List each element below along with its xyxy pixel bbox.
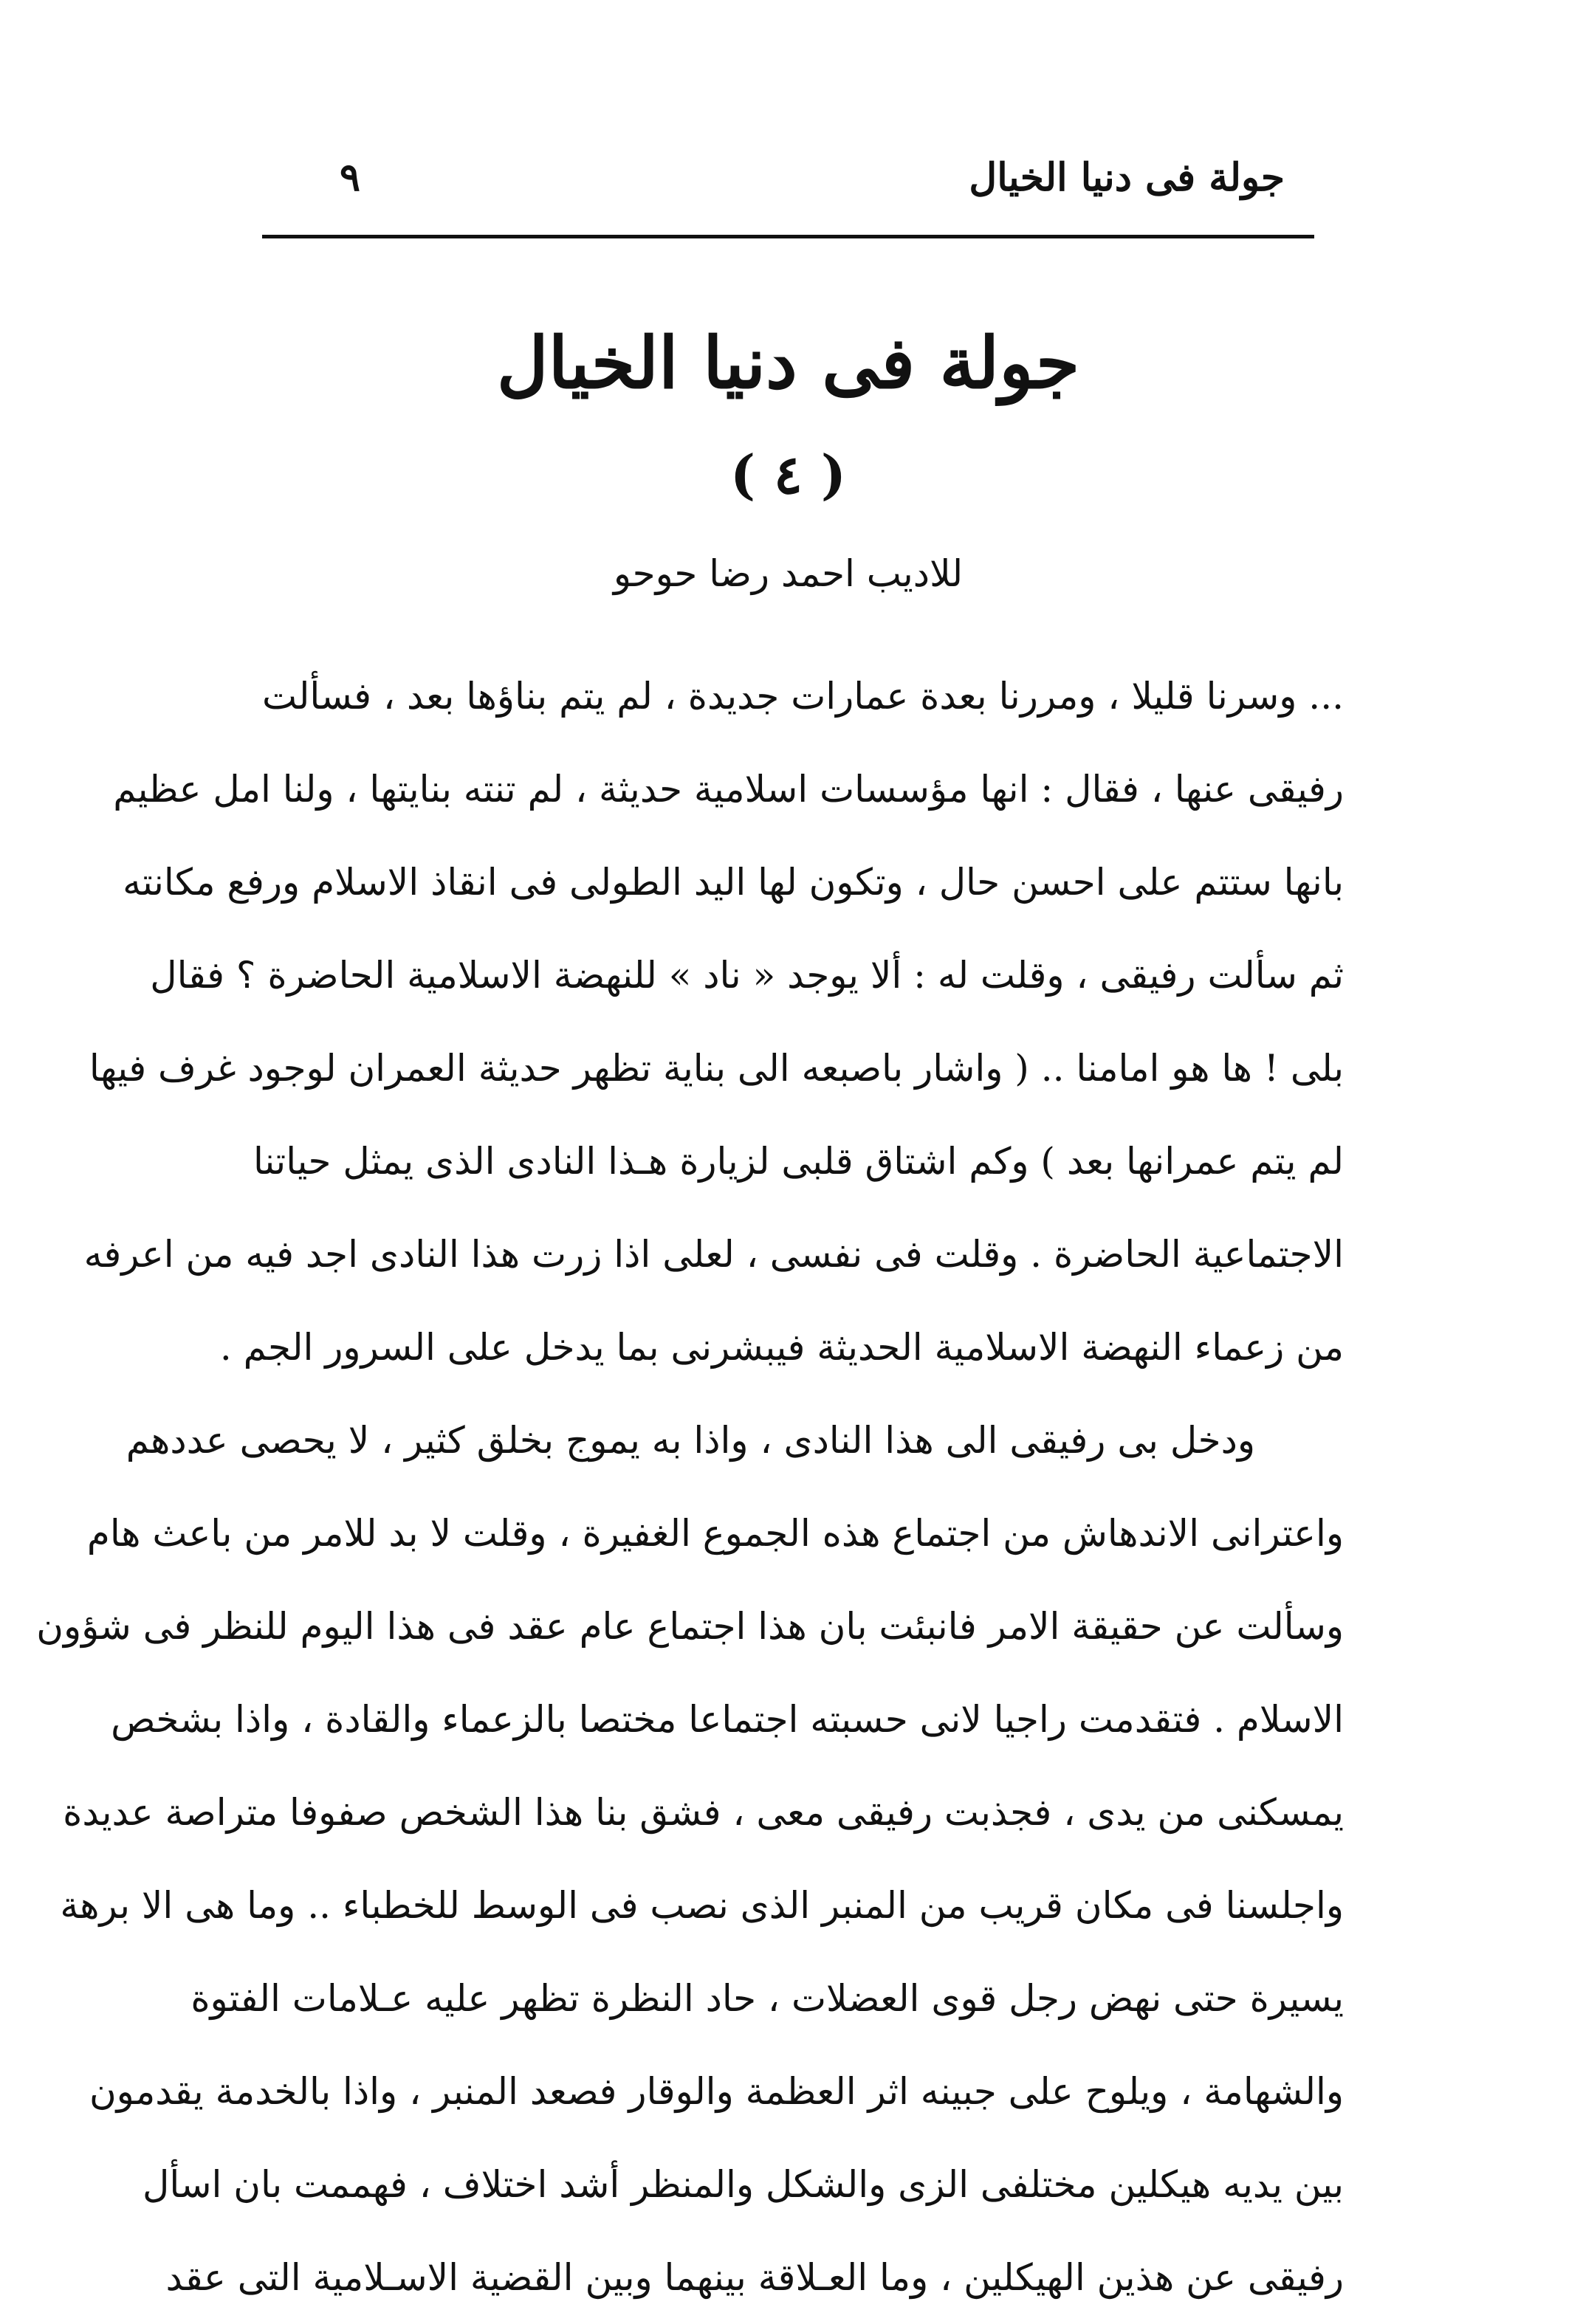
body-line: والشهامة ، ويلوح على جبينه اثر العظمة والوقار فصعد المنبر ، واذا بالخدمة يقدمون	[89, 2070, 1344, 2113]
body-line: الاجتماعية الحاضرة . وقلت فى نفسى ، لعلى اذا زرت هذا النادى اجد فيه من اعرفه	[83, 1233, 1344, 1276]
body-line: رفيقى عن هذين الهيكلين ، وما العـلاقة بينهما وبين القضية الاسـلامية التى عقد	[165, 2256, 1344, 2299]
article-body	[36, 650, 1344, 2324]
body-line: الاسلام . فتقدمت راجيا لانى حسبته اجتماعا مختصا بالزعماء والقادة ، واذا بشخص	[111, 1698, 1344, 1741]
article-author: للاديب احمد رضا حوحو	[613, 552, 964, 595]
body-line: بين يديه هيكلين مختلفى الزى والشكل والمنظر أشد اختلاف ، فهممت بان اسأل	[142, 2163, 1344, 2206]
header-rule	[262, 235, 1314, 238]
body-line: واعترانى الاندهاش من اجتماع هذه الجموع الغفيرة ، وقلت لا بد للامر من باعث هام	[86, 1512, 1344, 1555]
body-line: يسيرة حتى نهض رجل قوى العضلات ، حاد النظرة تظهر عليه عـلامات الفتوة	[190, 1977, 1344, 2020]
body-line: ثم سألت رفيقى ، وقلت له : ألا يوجد « ناد » للنهضة الاسلامية الحاضرة ؟ فقال	[150, 954, 1344, 997]
article-part-number: ( ٤ )	[730, 443, 846, 506]
body-line: وسألت عن حقيقة الامر فانبئت بان هذا اجتماع عام عقد فى هذا اليوم للنظر فى شؤون	[36, 1605, 1344, 1648]
body-line: رفيقى عنها ، فقال : انها مؤسسات اسلامية حديثة ، لم تنته بنايتها ، ولنا امل عظيم	[113, 768, 1344, 811]
article-title: جولة فى دنيا الخيال	[496, 321, 1080, 405]
running-head	[262, 155, 1314, 207]
body-line: بلى ! ها هو امامنا .. ( واشار باصبعه الى بناية تظهر حديثة العمران لوجود غرف فيها	[89, 1047, 1344, 1090]
page-number: ٩	[340, 155, 360, 200]
body-line: يمسكنى من يدى ، فجذبت رفيقى معى ، فشق بنا هذا الشخص صفوفا متراصة عديدة	[63, 1791, 1344, 1834]
running-head-title: جولة فى دنيا الخيال	[969, 155, 1285, 200]
body-line: واجلسنا فى مكان قريب من المنبر الذى نصب فى الوسط للخطباء .. وما هى الا برهة	[60, 1884, 1344, 1927]
body-line: ودخل بى رفيقى الى هذا النادى ، واذا به يموج بخلق كثير ، لا يحصى عددهم	[126, 1419, 1255, 1462]
body-line: ... وسرنا قليلا ، ومررنا بعدة عمارات جديدة ، لم يتم بناؤها بعد ، فسألت	[262, 675, 1344, 718]
body-line: بانها ستتم على احسن حال ، وتكون لها اليد الطولى فى انقاذ الاسلام ورفع مكانته	[123, 861, 1344, 904]
body-line: لم يتم عمرانها بعد ) وكم اشتاق قلبى لزيارة هـذا النادى الذى يمثل حياتنا	[253, 1140, 1344, 1183]
body-line: من زعماء النهضة الاسلامية الحديثة فيبشرنى بما يدخل على السرور الجم .	[219, 1326, 1344, 1369]
